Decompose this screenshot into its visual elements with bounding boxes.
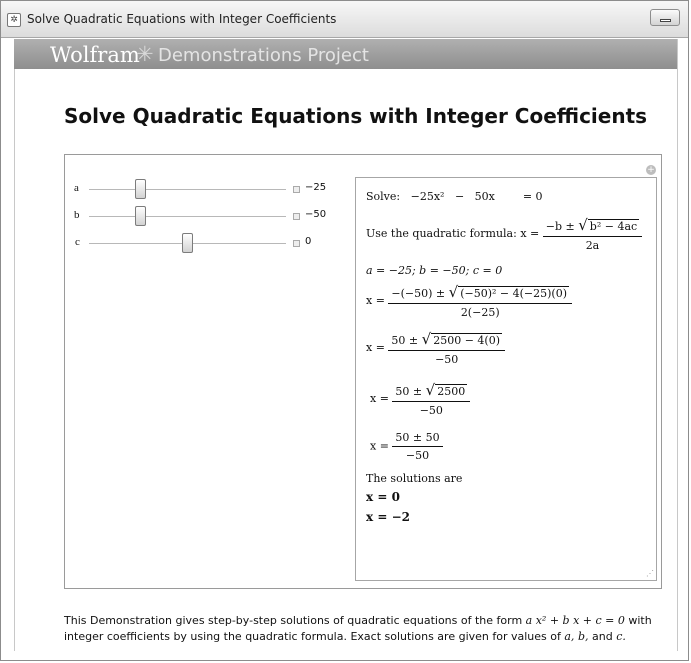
description-part1: This Demonstration gives step-by-step solutions of quadratic equations of the form — [64, 614, 523, 627]
solutions-label: The solutions are — [366, 472, 463, 485]
page-title: Solve Quadratic Equations with Integer Coefficients — [64, 104, 648, 128]
slider-c-value: 0 — [305, 236, 312, 247]
step2-num-pre: 50 ± — [391, 334, 419, 347]
formula-lhs: x = — [520, 227, 540, 240]
title-bar — [1, 1, 688, 38]
formula-label: Use the quadratic formula: — [366, 227, 517, 240]
brand-name: Wolfram — [50, 43, 140, 67]
solution-output — [355, 177, 657, 581]
formula-den: 2a — [585, 239, 600, 252]
description-var-c: c. — [616, 630, 626, 643]
equation-rhs: = 0 — [522, 190, 543, 203]
step3-lhs: x = — [370, 392, 389, 405]
step3-fraction: $\frac{50 \pm √ 2500}{-50}$ — [392, 381, 470, 417]
formula-num-pre: −b ± — [545, 220, 575, 233]
description-part2: with integer coefficients by using the quadratic formula. Exact solutions are given for values of — [64, 614, 652, 643]
solve-label: Solve: — [366, 190, 401, 203]
minimize-icon — [660, 19, 671, 22]
slider-b-thumb[interactable] — [135, 206, 146, 226]
step1-line — [366, 283, 572, 319]
slider-b-track[interactable] — [89, 216, 286, 217]
step2-num-rad: 2500 − 4(0) — [433, 334, 500, 347]
slider-a-value: −25 — [305, 182, 327, 193]
slider-a-label: a — [74, 182, 79, 194]
step1-num-rad: (−50)² − 4(−25)(0) — [460, 287, 568, 300]
step3-num-pre: 50 ± — [395, 385, 423, 398]
step1-num-pre: −(−50) ± — [391, 287, 446, 300]
app-icon: ✲ — [7, 13, 21, 27]
step2-fraction: $\frac{50 \pm √ 2500 - 4(0)}{-50}$ — [388, 330, 505, 366]
wolfram-star-icon: ✳ — [136, 42, 154, 66]
slider-b-label: b — [74, 209, 80, 221]
equation-op: − — [454, 190, 465, 203]
slider-a-expand-icon[interactable] — [293, 186, 300, 193]
solve-line — [366, 190, 543, 203]
frame-border-left — [14, 39, 15, 651]
options-plus-icon[interactable]: + — [647, 165, 655, 175]
description-and: and — [591, 630, 613, 643]
description-form: a x² + b x + c = 0 — [525, 614, 625, 627]
step2-lhs: x = — [366, 341, 385, 354]
window-title: Solve Quadratic Equations with Integer Coefficients — [27, 12, 337, 26]
description-var-a: a, — [564, 630, 575, 643]
step4-line — [370, 431, 443, 462]
step4-fraction — [392, 431, 442, 462]
solution-2: x = −2 — [366, 510, 410, 524]
step4-den: −50 — [405, 449, 430, 462]
step3-den: −50 — [419, 404, 443, 417]
step2-den: −50 — [435, 353, 459, 366]
slider-a-thumb[interactable] — [135, 179, 146, 199]
slider-a-track[interactable] — [89, 189, 286, 190]
step3-num-rad: 2500 — [437, 385, 466, 398]
description-var-b: b, — [577, 630, 589, 643]
step1-den: 2(−25) — [460, 306, 500, 319]
description — [64, 613, 674, 645]
slider-c-thumb[interactable] — [182, 233, 193, 253]
minimize-button[interactable] — [650, 9, 680, 26]
frame-border-right — [677, 39, 678, 651]
resize-grip-icon[interactable]: ⋰ — [646, 569, 654, 578]
slider-c-label: c — [75, 236, 80, 248]
step1-fraction: $\frac{\text{−(−50) ± √ (−50)² − 4(−25)(0)}}{2(-25)}$ — [388, 283, 572, 319]
coefficient-values: a = −25; b = −50; c = 0 — [366, 264, 503, 277]
slider-b-expand-icon[interactable] — [293, 213, 300, 220]
product-name: Demonstrations Project — [158, 45, 369, 66]
slider-c-expand-icon[interactable] — [293, 240, 300, 247]
formula-line — [366, 216, 642, 252]
step3-line — [370, 381, 470, 417]
equation-term1: −25x² — [410, 190, 445, 203]
step2-line — [366, 330, 505, 366]
formula-fraction: $\frac{\text{−b ± √ b² − 4ac}}{2a}$ — [543, 216, 642, 252]
demonstration-panel — [64, 154, 662, 589]
step4-num: 50 ± 50 — [392, 431, 442, 447]
equation-term2: 50x — [474, 190, 495, 203]
slider-b-value: −50 — [305, 209, 327, 220]
step4-lhs: x = — [370, 439, 389, 453]
solution-1: x = 0 — [366, 490, 400, 504]
step1-lhs: x = — [366, 294, 385, 307]
wolfram-banner — [14, 39, 677, 69]
formula-num-rad: b² − 4ac — [589, 220, 638, 233]
